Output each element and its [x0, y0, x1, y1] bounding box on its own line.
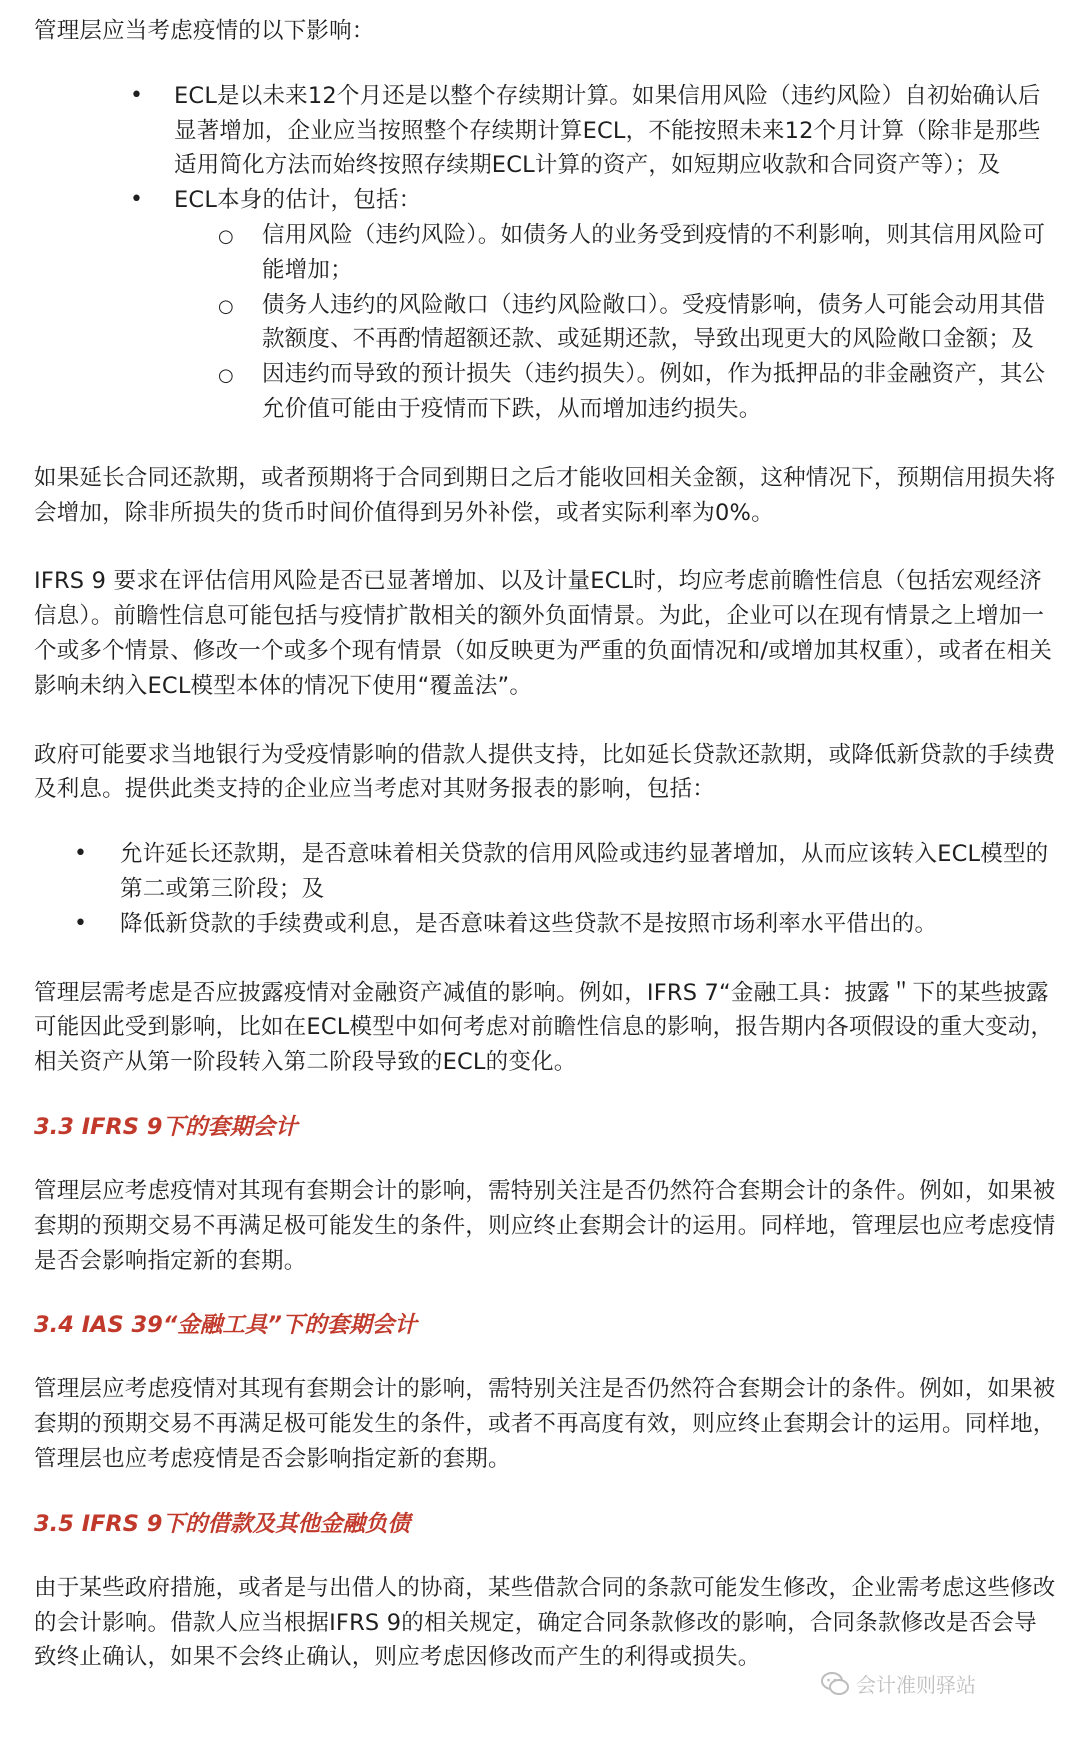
- section-heading-3-4: 3.4 IAS 39“金融工具”下的套期会计: [34, 1312, 417, 1339]
- paragraph-extension: 如果延长合同还款期，或者预期将于合同到期日之后才能收回相关金额，这种情况下，预期信用损失将会增加，除非所损失的货币时间价值得到另外补偿，或者实际利率为0%。: [34, 464, 1056, 526]
- sub-list-item: [34, 218, 1056, 288]
- circle-bullet-icon: ○: [218, 365, 234, 387]
- list-item-text: ECL是以未来12个月还是以整个存续期计算。如果信用风险（违约风险）自初始确认后显著增加，企业应当按照整个存续期计算ECL，不能按照未来12个月计算（除非是那些适用简化方法而始终按照存续期ECL计算的资产，如短期应收款和合同资产等）；及: [174, 82, 1041, 179]
- list-item-text: ECL本身的估计，包括：: [174, 187, 422, 214]
- watermark: [820, 1669, 976, 1698]
- sub-list-item-text: 因违约而导致的预计损失（违约损失）。例如，作为抵押品的非金融资产，其公允价值可能由于疫情而下跌，从而增加违约损失。: [262, 361, 1046, 422]
- sub-list: [174, 218, 1056, 427]
- paragraph-government-support: 政府可能要求当地银行为受疫情影响的借款人提供支持，比如延长贷款还款期，或降低新贷款的手续费及利息。提供此类支持的企业应当考虑对其财务报表的影响，包括：: [34, 741, 1056, 803]
- paragraph-hedge-ifrs9: 管理层应考虑疫情对其现有套期会计的影响，需特别关注是否仍然符合套期会计的条件。例如，如果被套期的预期交易不再满足极可能发生的条件，则应终止套期会计的运用。同样地，管理层也应考虑疫情是否会影响指定新的套期。: [34, 1177, 1056, 1274]
- sub-list-item-text: 债务人违约的风险敞口（违约风险敞口）。受疫情影响，债务人可能会动用其借款额度、不再酌情超额还款、或延期还款，导致出现更大的风险敞口金额；及: [262, 291, 1046, 353]
- support-list: [34, 837, 1056, 941]
- sub-list-item: [34, 288, 1056, 358]
- circle-bullet-icon: ○: [218, 225, 234, 247]
- section-heading-3-5: 3.5 IFRS 9下的借款及其他金融负债: [34, 1510, 410, 1537]
- paragraph-hedge-ias39: 管理层应考虑疫情对其现有套期会计的影响，需特别关注是否仍然符合套期会计的条件。例如，如果被套期的预期交易不再满足极可能发生的条件，或者不再高度有效，则应终止套期会计的运用。同样地，管理层也应考虑疫情是否会影响指定新的套期。: [34, 1376, 1056, 1472]
- paragraph-disclosure: 管理层需考虑是否应披露疫情对金融资产减值的影响。例如，IFRS 7“金融工具：披露＂下的某些披露可能因此受到影响，比如在ECL模型中如何考虑对前瞻性信息的影响，报告期内各项假设的重大变动，相关资产从第一阶段转入第二阶段导致的ECL的变化。: [34, 979, 1054, 1076]
- watermark-text: 会计准则驿站: [856, 1673, 976, 1697]
- section-heading-3-3: 3.3 IFRS 9下的套期会计: [34, 1113, 298, 1140]
- bullet-icon: •: [74, 841, 87, 867]
- intro-paragraph: 管理层应当考虑疫情的以下影响：: [34, 18, 375, 44]
- list-item: [34, 79, 1056, 183]
- wechat-icon: [820, 1671, 850, 1697]
- circle-bullet-icon: ○: [218, 295, 234, 317]
- impact-list: [34, 79, 1056, 427]
- list-item-text: 降低新贷款的手续费或利息，是否意味着这些贷款不是按照市场利率水平借出的。: [120, 910, 938, 937]
- bullet-icon: •: [130, 187, 143, 213]
- list-item: [34, 183, 1056, 427]
- list-item-text: 允许延长还款期，是否意味着相关贷款的信用风险或违约显著增加，从而应该转入ECL模型的第二或第三阶段；及: [120, 841, 1049, 902]
- sub-list-item: [34, 357, 1056, 427]
- sub-list-item-text: 信用风险（违约风险）。如债务人的业务受到疫情的不利影响，则其信用风险可能增加；: [262, 221, 1046, 283]
- paragraph-borrowings: 由于某些政府措施，或者是与出借人的协商，某些借款合同的条款可能发生修改，企业需考虑这些修改的会计影响。借款人应当根据IFRS 9的相关规定，确定合同条款修改的影响，合同条款修改是否会导致终止确认，如果不会终止确认，则应考虑因修改而产生的利得或损失。: [34, 1574, 1056, 1671]
- bullet-icon: •: [74, 910, 87, 936]
- list-item: [34, 907, 1056, 942]
- paragraph-ifrs9-forward-looking: IFRS 9 要求在评估信用风险是否已显著增加、以及计量ECL时，均应考虑前瞻性信息（包括宏观经济信息）。前瞻性信息可能包括与疫情扩散相关的额外负面情景。为此，企业可以在现有情景之上增加一个或多个情景、修改一个或多个现有情景（如反映更为严重的负面情况和/或增加其权重），或者在相关影响未纳入ECL模型本体的情况下使用“覆盖法”。: [34, 568, 1053, 699]
- bullet-icon: •: [130, 82, 143, 108]
- list-item: [34, 837, 1056, 907]
